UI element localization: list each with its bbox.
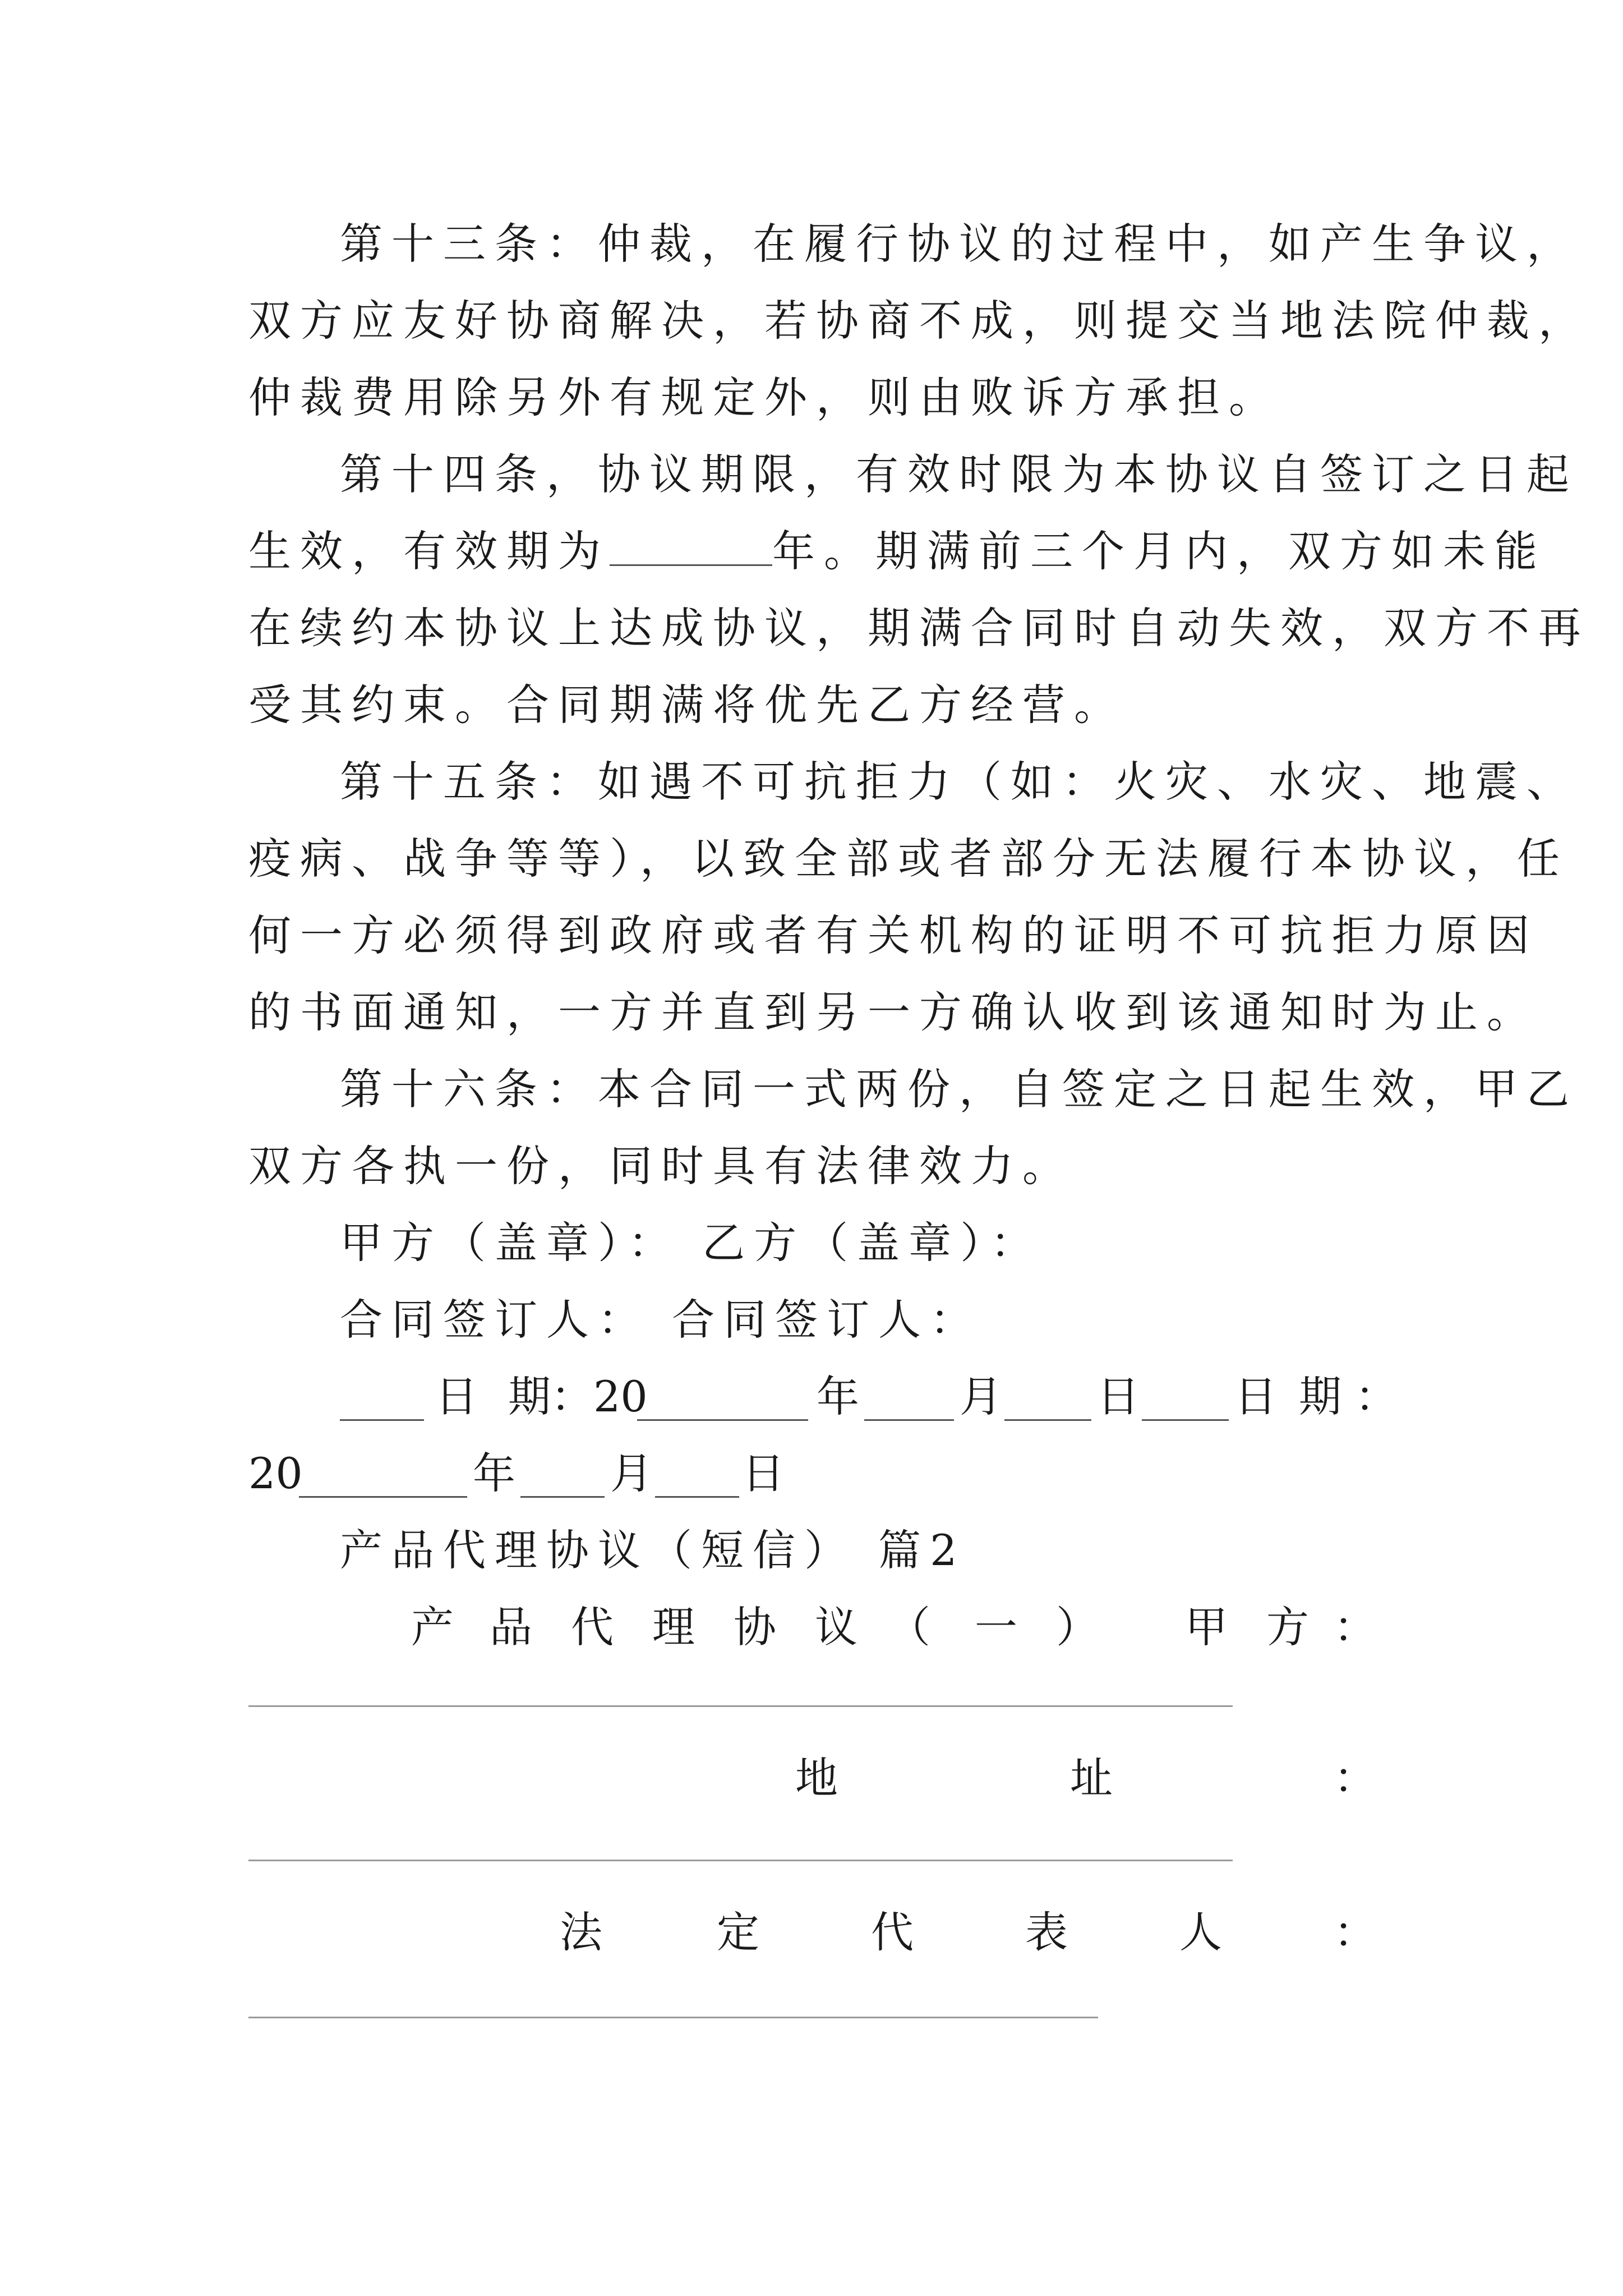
agreement-char-8: 一 — [975, 1602, 1017, 1652]
article-13-line-3: 仲裁费用除另外有规定外，则由败诉方承担。 — [248, 372, 1280, 422]
signer-line: 合同签订人： 合同签订人： — [340, 1295, 982, 1345]
date2-day-blank — [655, 1457, 739, 1498]
party-a-underline — [248, 1705, 1233, 1707]
date-year-label: 年 — [817, 1372, 859, 1421]
article-14-line-2-end: 年。期满前三个月内，双方如未能 — [772, 526, 1546, 576]
agreement-char-1: 产 — [411, 1602, 454, 1652]
article-13-line-2: 双方应友好协商解决，若协商不成，则提交当地法院仲裁， — [248, 296, 1590, 346]
agreement-party-a-row — [248, 1599, 1376, 1655]
date-blank-prefix — [340, 1380, 424, 1421]
article-14-line-2 — [248, 523, 1546, 579]
article-14-line-4: 受其约束。合同期满将优先乙方经营。 — [248, 680, 1126, 730]
article-14-line-2-start: 生效，有效期为 — [248, 526, 610, 576]
legal-rep-row — [248, 1904, 1376, 1961]
article-15-line-4: 的书面通知，一方并直到另一方确认收到该通知时为止。 — [248, 987, 1538, 1037]
seal-line: 甲方（盖章）： 乙方（盖章）： — [340, 1218, 1043, 1268]
date-month-label: 月 — [960, 1372, 1002, 1421]
address-colon: ： — [1334, 1753, 1376, 1803]
legal-rep-char-5: 人 — [1179, 1907, 1222, 1957]
agreement-char-6: 议 — [815, 1602, 857, 1652]
agreement-char-3: 代 — [571, 1602, 614, 1652]
date-colon: ： — [1355, 1372, 1398, 1421]
address-char-2: 址 — [1070, 1753, 1113, 1803]
agreement-char-4: 理 — [652, 1602, 695, 1652]
article-14-line-3: 在续约本协议上达成协议，期满合同时自动失效，双方不再 — [248, 603, 1590, 653]
legal-rep-char-1: 法 — [560, 1907, 602, 1957]
date2-prefix: 20 — [248, 1448, 303, 1498]
date2-month-label: 月 — [610, 1448, 653, 1498]
date-row-1 — [340, 1369, 1400, 1425]
date-day-label: 日 — [1097, 1372, 1140, 1421]
article-16-line-1: 第十六条：本合同一式两份，自签定之日起生效，甲乙 — [340, 1064, 1578, 1114]
article-15-line-2: 疫病、战争等等），以致全部或者部分无法履行本协议，任 — [248, 834, 1569, 884]
date-year-blank — [637, 1380, 808, 1421]
party-a-colon: ： — [1334, 1602, 1376, 1652]
party-a-char-1: 甲 — [1185, 1602, 1228, 1652]
legal-rep-char-4: 表 — [1025, 1907, 1068, 1957]
validity-years-blank — [610, 525, 772, 566]
article-14-line-1: 第十四条，协议期限，有效时限为本协议自签订之日起 — [340, 449, 1578, 499]
article-13-line-1: 第十三条：仲裁，在履行协议的过程中，如产生争议， — [340, 219, 1578, 269]
date2-year-blank — [299, 1457, 467, 1498]
article-15-line-1: 第十五条：如遇不可抗拒力（如：火灾、水灾、地震、 — [340, 757, 1578, 807]
date-label-qi: 期：20 — [508, 1372, 648, 1421]
section-title: 产品代理协议（短信） 篇2 — [340, 1525, 966, 1575]
date2-month-blank — [520, 1457, 605, 1498]
date2-day-label: 日 — [742, 1448, 785, 1498]
agreement-char-7: （ — [888, 1602, 930, 1652]
date-blank-2 — [1142, 1380, 1229, 1421]
legal-rep-char-2: 定 — [717, 1907, 759, 1957]
date-label-ri-2: 日 — [1234, 1372, 1277, 1421]
address-char-1: 地 — [795, 1753, 838, 1803]
date2-year-label: 年 — [473, 1448, 515, 1498]
address-underline — [248, 1860, 1233, 1861]
legal-rep-underline — [248, 2017, 1098, 2018]
party-a-char-2: 方 — [1266, 1602, 1309, 1652]
article-16-line-2: 双方各执一份，同时具有法律效力。 — [248, 1141, 1074, 1191]
agreement-char-9: ） — [1056, 1602, 1099, 1652]
date-month-blank — [864, 1380, 954, 1421]
address-row — [248, 1750, 1376, 1806]
legal-rep-char-3: 代 — [871, 1907, 914, 1957]
article-15-line-3: 何一方必须得到政府或者有关机构的证明不可抗拒力原因 — [248, 910, 1538, 960]
agreement-char-5: 协 — [734, 1602, 776, 1652]
legal-rep-colon: ： — [1334, 1907, 1376, 1957]
date-row-2 — [248, 1446, 809, 1502]
date-label-ri: 日 — [435, 1372, 478, 1421]
agreement-char-2: 品 — [490, 1602, 532, 1652]
date-label-qi-2: 期 — [1299, 1372, 1341, 1421]
date-day-blank — [1004, 1380, 1091, 1421]
